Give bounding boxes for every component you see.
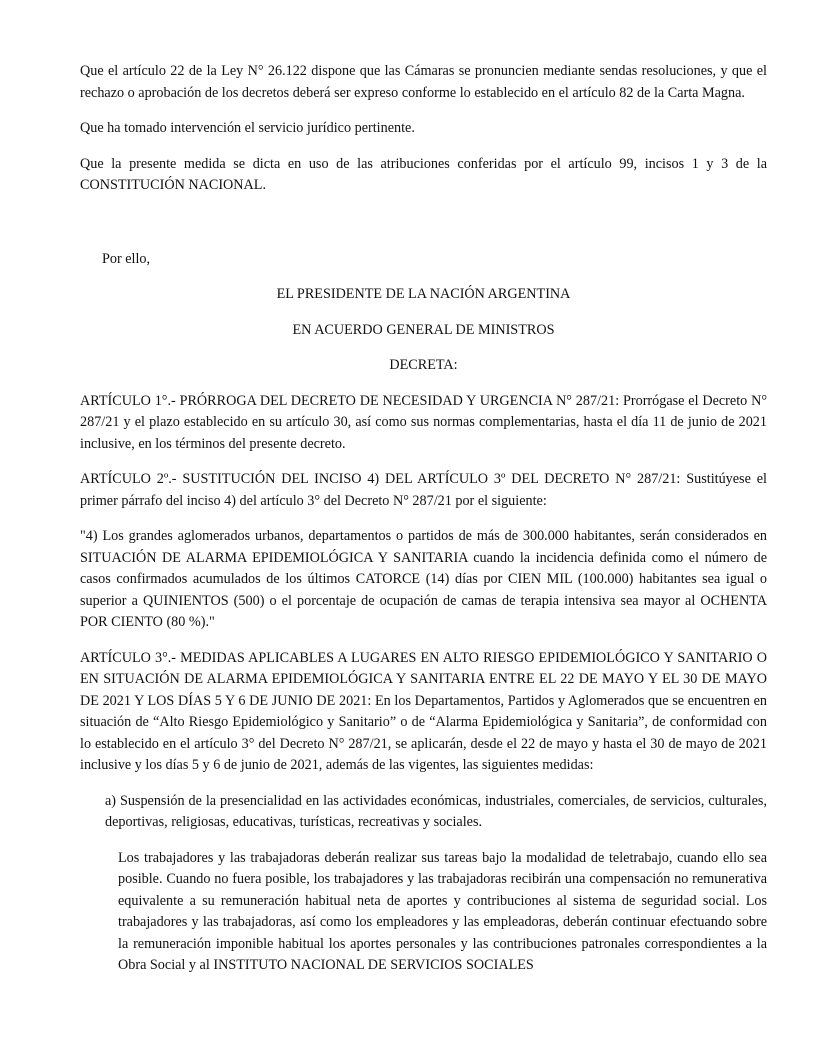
article-2: ARTÍCULO 2º.- SUSTITUCIÓN DEL INCISO 4) DEL ARTÍCULO 3º DEL DECRETO N° 287/21: Sustitúyese el primer párrafo del inciso 4) del artículo 3° del Decreto N° 287/21 por el siguiente:	[80, 471, 767, 509]
document-page	[80, 61, 767, 977]
article-3: ARTÍCULO 3°.- MEDIDAS APLICABLES A LUGARES EN ALTO RIESGO EPIDEMIOLÓGICO Y SANITARIO O EN SITUACIÓN DE ALARMA EPIDEMIOLÓGICA Y SANITARIA ENTRE EL 22 DE MAYO Y EL 30 DE MAYO DE 2021 Y LOS DÍAS 5 Y 6 DE JUNIO DE 2021: En los Departamentos, Partidos y Aglomerados que se encuentren en situación de “Alto Riesgo Epidemiológico y Sanitario” o de “Alarma Epidemiológica y Sanitaria”, de conformidad con lo establecido en el artículo 3° del Decreto N° 287/21, se aplicarán, desde el 22 de mayo y hasta el 30 de mayo de 2021 inclusive y los días 5 y 6 de junio de 2021, además de las vigentes, las siguientes medidas:	[80, 649, 767, 773]
por-ello-text: Por ello,	[102, 250, 151, 267]
considerando-paragraph-1: Que el artículo 22 de la Ley N° 26.122 dispone que las Cámaras se pronuncien mediante sendas resoluciones, y que el rechazo o aprobación de los decretos deberá ser expreso conforme lo establecido en el artículo 82 de la Carta Magna.	[80, 63, 767, 101]
article-2-quote: "4) Los grandes aglomerados urbanos, departamentos o partidos de más de 300.000 habitantes, serán considerados en SITUACIÓN DE ALARMA EPIDEMIOLÓGICA Y SANITARIA cuando la incidencia definida como el número de casos confirmados acumulados de los últimos CATORCE (14) días por CIEN MIL (100.000) habitantes sea igual o superior a QUINIENTOS (500) o el porcentaje de ocupación de camas de terapia intensiva sea mayor al OCHENTA POR CIENTO (80 %)."	[80, 528, 767, 630]
article-3-item-a-detail: Los trabajadores y las trabajadoras deberán realizar sus tareas bajo la modalidad de teletrabajo, cuando ello sea posible. Cuando no fuera posible, los trabajadores y las trabajadoras recibirán una compensación no remunerativa equivalente a su remuneración habitual neta de aportes y contribuciones al sistema de seguridad social. Los trabajadores y las trabajadoras, así como los empleadores y las empleadoras, deberán continuar efectuando sobre la remuneración imponible habitual los aportes personales y las contribuciones patronales correspondientes a la Obra Social y al INSTITUTO NACIONAL DE SERVICIOS SOCIALES	[118, 849, 767, 973]
article-1: ARTÍCULO 1°.- PRÓRROGA DEL DECRETO DE NECESIDAD Y URGENCIA N° 287/21: Prorrógase el Decreto N° 287/21 y el plazo establecido en su artículo 30, así como sus normas complementarias, hasta el día 11 de junio de 2021 inclusive, en los términos del presente decreto.	[80, 392, 767, 452]
article-3-item-a: a) Suspensión de la presencialidad en las actividades económicas, industriales, comerciales, de servicios, culturales, deportivas, religiosas, educativas, turísticas, recreativas y sociales.	[105, 792, 767, 830]
president-heading: EL PRESIDENTE DE LA NACIÓN ARGENTINA	[276, 286, 571, 302]
decreta-heading: DECRETA:	[389, 357, 458, 373]
considerando-paragraph-2: Que ha tomado intervención el servicio jurídico pertinente.	[80, 120, 415, 136]
considerando-paragraph-3: Que la presente medida se dicta en uso de las atribuciones conferidas por el artículo 99, incisos 1 y 3 de la CONSTITUCIÓN NACIONAL.	[80, 155, 767, 193]
acuerdo-heading: EN ACUERDO GENERAL DE MINISTROS	[292, 321, 555, 338]
